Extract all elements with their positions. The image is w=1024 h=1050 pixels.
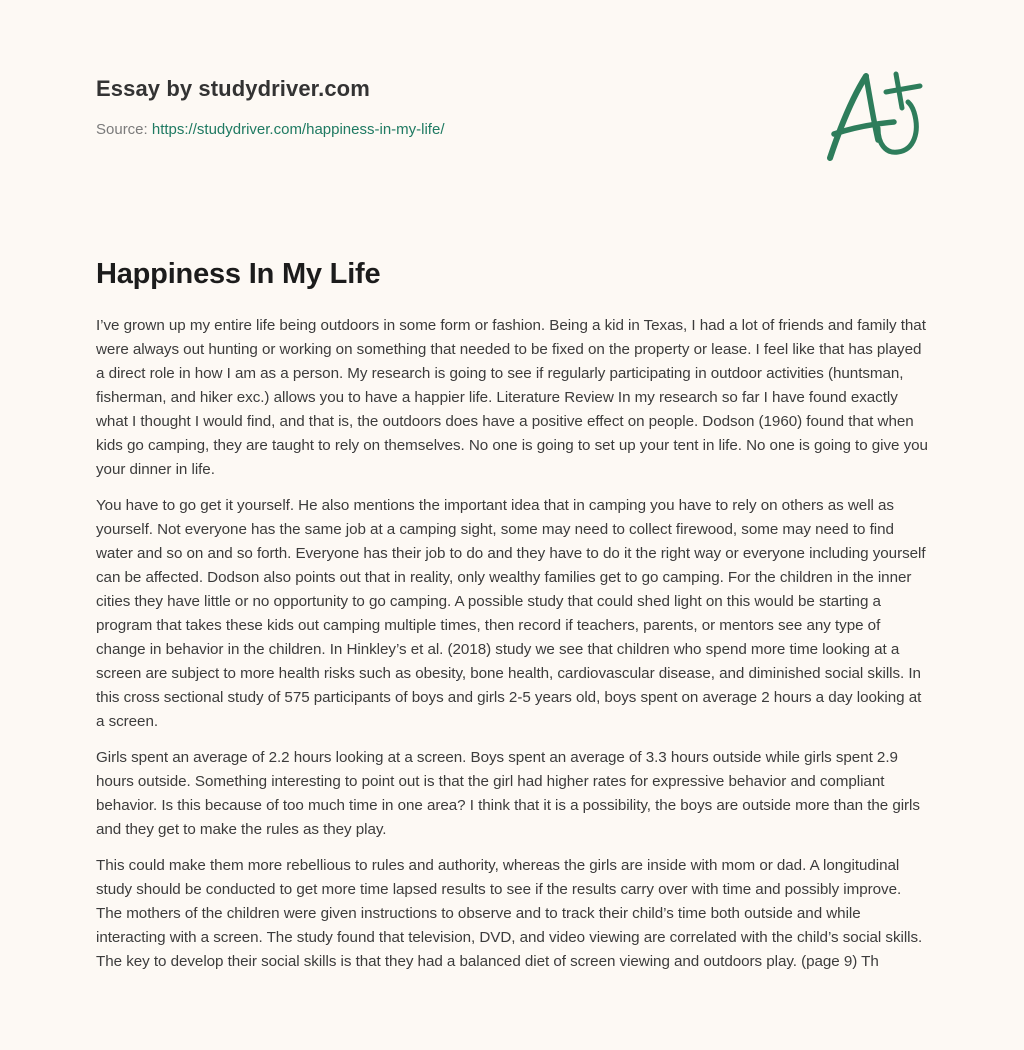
source-link[interactable]: https://studydriver.com/happiness-in-my-life/ <box>151 121 445 138</box>
essay-title: Happiness In My Life <box>96 258 381 290</box>
source-label: Source: <box>96 121 148 138</box>
essay-paragraph: Girls spent an average of 2.2 hours looking at a screen. Boys spent an average of 3.3 hours outside while girls spent 2.9 hours outside. Something interesting to point out is that the girl had higher rates for expressive behavior and compliant behavior. Is this because of too much time in one area? I think that it is a possibility, the boys are outside more than the girls and they get to make the rules as they play. <box>96 749 920 838</box>
page-header <box>96 74 696 140</box>
essay-body <box>96 314 930 986</box>
essay-paragraph: You have to go get it yourself. He also mentions the important idea that in camping you have to rely on others as well as yourself. Not everyone has the same job at a camping sight, some may need to collect firewood, some may need to find water and so on and so forth. Everyone has their job to do and they have to do it the right way or everyone including yourself can be affected. Dodson also points out that in reality, only wealthy families get to go camping. For the children in the inner cities they have little or no opportunity to go camping. A possible study that could shed light on this would be starting a program that takes these kids out camping multiple times, then record if teachers, parents, or mentors see any type of change in behavior in the children. In Hinkley’s et al. (2018) study we see that children who spend more time looking at a screen are subject to more health risks such as obesity, bone health, cardiovascular disease, and diminished social skills. In this cross sectional study of 575 participants of boys and girls 2-5 years old, boys spent on average 2 hours a day looking at a screen. <box>96 497 926 730</box>
essay-paragraph: This could make them more rebellious to rules and authority, whereas the girls are inside with mom or dad. A longitudinal study should be conducted to get more time lapsed results to see if the results carry over with time and possibly improve. The mothers of the children were given instructions to observe and to track their child’s time both outside and while interacting with a screen. The study found that television, DVD, and video viewing are correlated with the child’s social skills. The key to develop their social skills is that they had a balanced diet of screen viewing and outdoors play. (page 9) Th <box>96 857 923 970</box>
source-line <box>96 120 696 140</box>
essay-paragraph: I’ve grown up my entire life being outdoors in some form or fashion. Being a kid in Texas, I had a lot of friends and family that were always out hunting or working on something that needed to be fixed on the property or lease. I feel like that has played a direct role in how I am as a person. My research is going to see if regularly participating in outdoor activities (huntsman, fisherman, and hiker exc.) allows you to have a happier life. Literature Review In my research so far I have found exactly what I thought I would find, and that is, the outdoors does have a positive effect on people. Dodson (1960) found that when kids go camping, they are taught to rely on themselves. No one is going to set up your tent in life. No one is going to give you your dinner in life. <box>96 317 928 478</box>
a-plus-grade-icon <box>822 68 932 164</box>
site-title: Essay by studydriver.com <box>96 76 370 101</box>
